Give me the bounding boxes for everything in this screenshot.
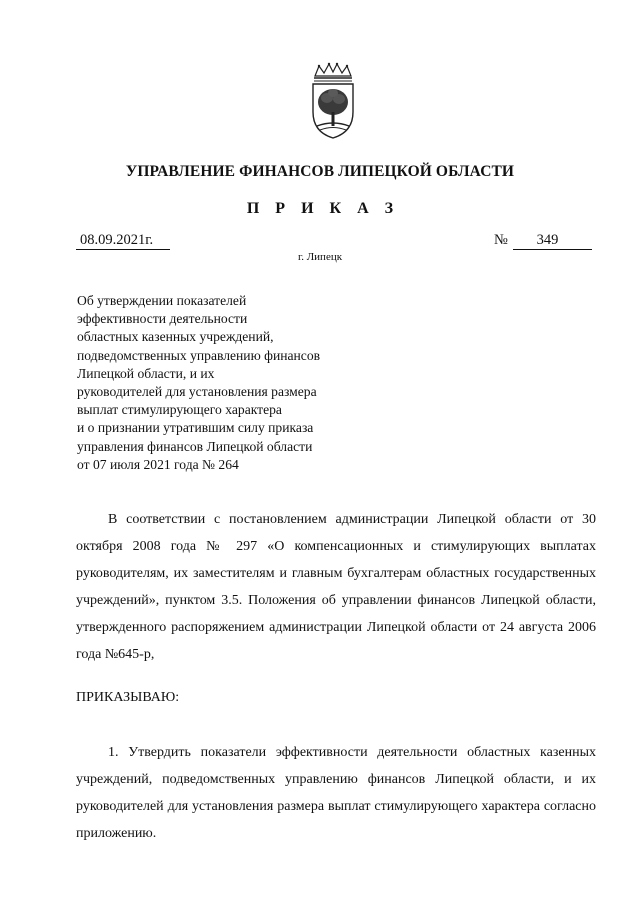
preamble-paragraph: В соответствии с постановлением администрации Липецкой области от 30 октября 2008 года № 297 «О компенсационных и стимулирующих выплатах руководителям, их заместителям и главным бухгалтерам областных государственных учреждений», пунктом 3.5. Положения об управлении финансов Липецкой области, утвержденного распоряжением администрации Липецкой области от 24 августа 2006 года №645-р, bbox=[76, 512, 596, 662]
order-subject bbox=[77, 292, 377, 474]
subject-line: Липецкой области, и их bbox=[77, 365, 215, 381]
number-sign: № bbox=[494, 232, 508, 248]
subject-line: управления финансов Липецкой области bbox=[77, 438, 313, 454]
order-number: 349 bbox=[513, 232, 592, 250]
subject-line: выплат стимулирующего характера bbox=[77, 402, 282, 418]
order-item-1: 1. Утвердить показатели эффективности деятельности областных казенных учреждений, подведомственных управлению финансов Липецкой области, и их руководителей для установления размера выплат стимулирующего характера согласно приложению. bbox=[76, 745, 596, 841]
lipetsk-coat-of-arms-icon bbox=[303, 62, 363, 140]
subject-line: Об утверждении показателей bbox=[77, 293, 247, 308]
subject-line: руководителей для установления размера bbox=[77, 384, 317, 400]
organization-title: УПРАВЛЕНИЕ ФИНАНСОВ ЛИПЕЦКОЙ ОБЛАСТИ bbox=[125, 163, 515, 180]
subject-line: от 07 июля 2021 года № 264 bbox=[77, 456, 239, 472]
city-label: г. Липецк bbox=[297, 251, 343, 263]
order-date: 08.09.2021г. bbox=[76, 232, 170, 250]
subject-line: эффективности деятельности bbox=[77, 311, 248, 327]
document-type: П Р И К А З bbox=[246, 200, 400, 217]
subject-line: областных казенных учреждений, bbox=[77, 329, 274, 345]
order-directive: ПРИКАЗЫВАЮ: bbox=[76, 690, 180, 705]
subject-line: подведомственных управлению финансов bbox=[77, 347, 321, 363]
subject-line: и о признании утратившим силу приказа bbox=[77, 420, 314, 436]
